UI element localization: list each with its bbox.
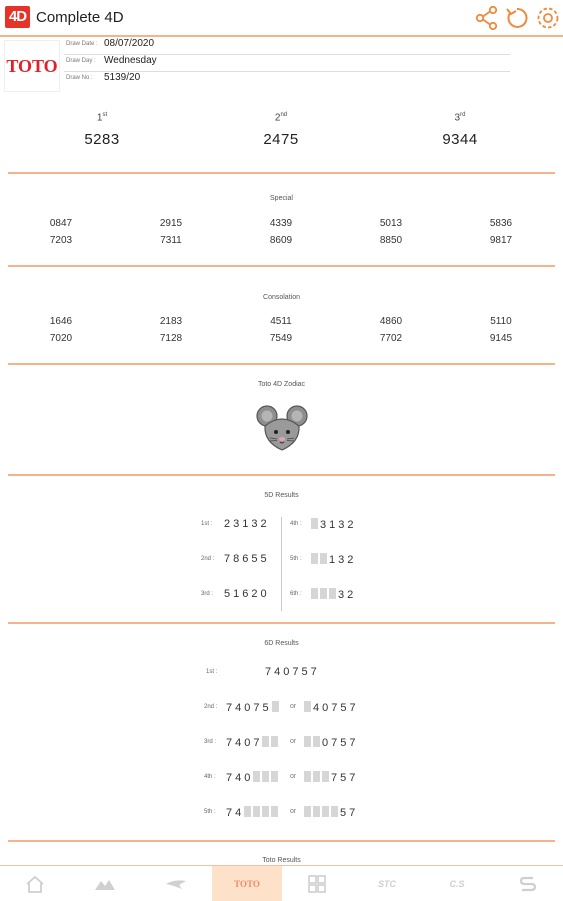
- masked-digit: [271, 736, 278, 747]
- masked-digit: [304, 771, 311, 782]
- consolation-number: 2183: [159, 316, 183, 327]
- mountain-icon: [94, 874, 116, 894]
- 6d-visible-digits: 757: [331, 772, 359, 784]
- draw-no-label: Draw No :: [66, 75, 93, 81]
- masked-digit: [320, 588, 327, 599]
- draw-day-row: [64, 54, 510, 72]
- rat-icon: [256, 402, 308, 454]
- masked-digit: [331, 806, 338, 817]
- 6d-prize-label: 4th :: [204, 774, 216, 780]
- 6d-prize-number-front: [226, 806, 280, 819]
- second-prize-number: 2475: [263, 131, 299, 149]
- 6d-or-label: or: [290, 773, 297, 780]
- masked-digit: [311, 518, 318, 529]
- grid-icon: [306, 874, 328, 894]
- 6d-or-label: or: [290, 808, 297, 815]
- masked-digit: [329, 588, 336, 599]
- app-logo: 4D: [5, 6, 30, 28]
- draw-no-row: [64, 71, 510, 88]
- 5d-prize-number: [311, 588, 356, 601]
- special-number: 8609: [269, 235, 293, 246]
- 5d-separator: [281, 517, 282, 611]
- consolation-number: 5110: [490, 316, 512, 327]
- masked-digit: [304, 736, 311, 747]
- masked-digit: [262, 806, 269, 817]
- draw-day-label: Draw Day :: [66, 58, 96, 64]
- 6d-visible-digits: 740: [226, 772, 254, 784]
- special-number: 5836: [489, 218, 513, 229]
- refresh-icon[interactable]: [504, 5, 530, 31]
- first-prize-number: 5283: [84, 131, 120, 149]
- toto-logo: TOTO: [4, 40, 60, 92]
- special-number: 9817: [489, 235, 513, 246]
- 6d-prize-label: 5th :: [204, 809, 216, 815]
- consolation-number: 1646: [49, 316, 73, 327]
- divider: [8, 172, 555, 174]
- masked-digit: [313, 736, 320, 747]
- second-prize: 2nd 2475: [221, 112, 341, 148]
- divider: [8, 840, 555, 842]
- third-prize: 3rd 9344: [400, 112, 520, 148]
- masked-digit: [271, 806, 278, 817]
- 6d-visible-digits: 74075: [226, 702, 272, 714]
- 5d-prize-label: 3rd :: [201, 591, 214, 597]
- 6d-prize-number-front: [226, 701, 281, 714]
- home-icon: [24, 874, 46, 894]
- special-number: 8850: [379, 235, 403, 246]
- 6d-prize-number-front: [226, 736, 280, 749]
- special-number: 7203: [49, 235, 73, 246]
- 6d-visible-digits: 0757: [322, 737, 359, 749]
- 5d-visible-digits: 32: [338, 589, 357, 601]
- 6d-visible-digits: 74: [226, 807, 245, 819]
- masked-digit: [313, 771, 320, 782]
- 5d-prize-number: 51620: [224, 588, 270, 600]
- 6d-results-title: 6D Results: [264, 640, 299, 647]
- 6d-prize-label: 3rd :: [204, 739, 217, 745]
- 6d-prize-label: 1st :: [206, 669, 218, 675]
- 6d-prize-number-back: [304, 736, 358, 749]
- 6d-visible-digits: 57: [340, 807, 359, 819]
- 6d-prize-number-back: [304, 701, 359, 714]
- masked-digit: [272, 701, 279, 712]
- consolation-number: 7549: [269, 333, 293, 344]
- consolation-number: 9145: [489, 333, 513, 344]
- masked-digit: [253, 771, 260, 782]
- divider: [8, 622, 555, 624]
- consolation-title: Consolation: [263, 294, 300, 301]
- share-icon[interactable]: [474, 5, 500, 31]
- consolation-number: 7020: [49, 333, 73, 344]
- third-prize-number: 9344: [442, 131, 478, 149]
- draw-date: 08/07/2020: [104, 38, 155, 49]
- 6d-visible-digits: 40757: [313, 702, 359, 714]
- nav-magnum[interactable]: [70, 866, 140, 901]
- masked-digit: [322, 806, 329, 817]
- 6d-first-prize-number: 740757: [265, 666, 320, 678]
- 6d-or-label: or: [290, 738, 297, 745]
- masked-digit: [253, 806, 260, 817]
- special-title: Special: [270, 195, 293, 202]
- masked-digit: [322, 771, 329, 782]
- masked-digit: [304, 806, 311, 817]
- 5d-prize-number: 78655: [224, 553, 270, 565]
- bottom-navigation: [0, 865, 563, 901]
- masked-digit: [244, 806, 251, 817]
- 6d-visible-digits: 7407: [226, 737, 263, 749]
- bird-icon: [165, 874, 187, 894]
- divider: [8, 265, 555, 267]
- divider: [8, 474, 555, 476]
- consolation-number: 7128: [159, 333, 183, 344]
- nav-grid[interactable]: [282, 866, 352, 901]
- masked-digit: [304, 701, 311, 712]
- 5d-prize-label: 4th :: [290, 521, 302, 527]
- draw-date-label: Draw Date :: [66, 41, 98, 47]
- settings-gear-icon[interactable]: [535, 5, 561, 31]
- 5d-visible-digits: 132: [329, 554, 357, 566]
- special-number: 7311: [160, 235, 182, 246]
- masked-digit: [311, 588, 318, 599]
- 6d-prize-number-front: [226, 771, 280, 784]
- special-number: 2915: [159, 218, 183, 229]
- 5d-prize-number: [311, 518, 356, 531]
- toto-results-title: Toto Results: [262, 857, 301, 864]
- special-number: 4339: [269, 218, 293, 229]
- masked-digit: [311, 553, 318, 564]
- app-title: Complete 4D: [36, 9, 124, 26]
- first-prize: 1st 5283: [42, 112, 162, 148]
- 5d-prize-label: 6th :: [290, 591, 302, 597]
- zodiac-title: Toto 4D Zodiac: [257, 381, 306, 388]
- draw-date-row: [64, 37, 510, 55]
- masked-digit: [320, 553, 327, 564]
- nav-damacai[interactable]: [141, 866, 211, 901]
- 5d-visible-digits: 3132: [320, 519, 357, 531]
- 5d-prize-number: 23132: [224, 518, 270, 530]
- s-logo-icon: [517, 874, 539, 894]
- 5d-prize-label: 2nd :: [201, 556, 215, 562]
- special-number: 0847: [49, 218, 73, 229]
- consolation-number: 4860: [379, 316, 403, 327]
- masked-digit: [262, 771, 269, 782]
- draw-day: Wednesday: [104, 55, 157, 66]
- 6d-prize-number-back: [304, 806, 358, 819]
- nav-home[interactable]: [0, 866, 70, 901]
- 6d-prize-label: 2nd :: [204, 704, 218, 710]
- nav-toto[interactable]: TOTO: [212, 866, 282, 901]
- 6d-prize-number-back: [304, 771, 358, 784]
- app-bar: [0, 0, 563, 37]
- nav-sandakan[interactable]: [493, 866, 563, 901]
- consolation-number: 4511: [270, 316, 292, 327]
- 5d-prize-label: 5th :: [290, 556, 302, 562]
- consolation-number: 7702: [379, 333, 403, 344]
- 6d-or-label: or: [290, 703, 297, 710]
- nav-cashsweep[interactable]: C.S: [449, 878, 465, 889]
- draw-no: 5139/20: [104, 72, 141, 83]
- masked-digit: [262, 736, 269, 747]
- draw-info: [0, 37, 563, 93]
- nav-stc[interactable]: STC: [378, 878, 396, 889]
- 5d-prize-label: 1st :: [201, 521, 213, 527]
- 5d-results-title: 5D Results: [264, 492, 299, 499]
- masked-digit: [313, 806, 320, 817]
- special-number: 5013: [379, 218, 403, 229]
- divider: [8, 363, 555, 365]
- 5d-prize-number: [311, 553, 356, 566]
- masked-digit: [271, 771, 278, 782]
